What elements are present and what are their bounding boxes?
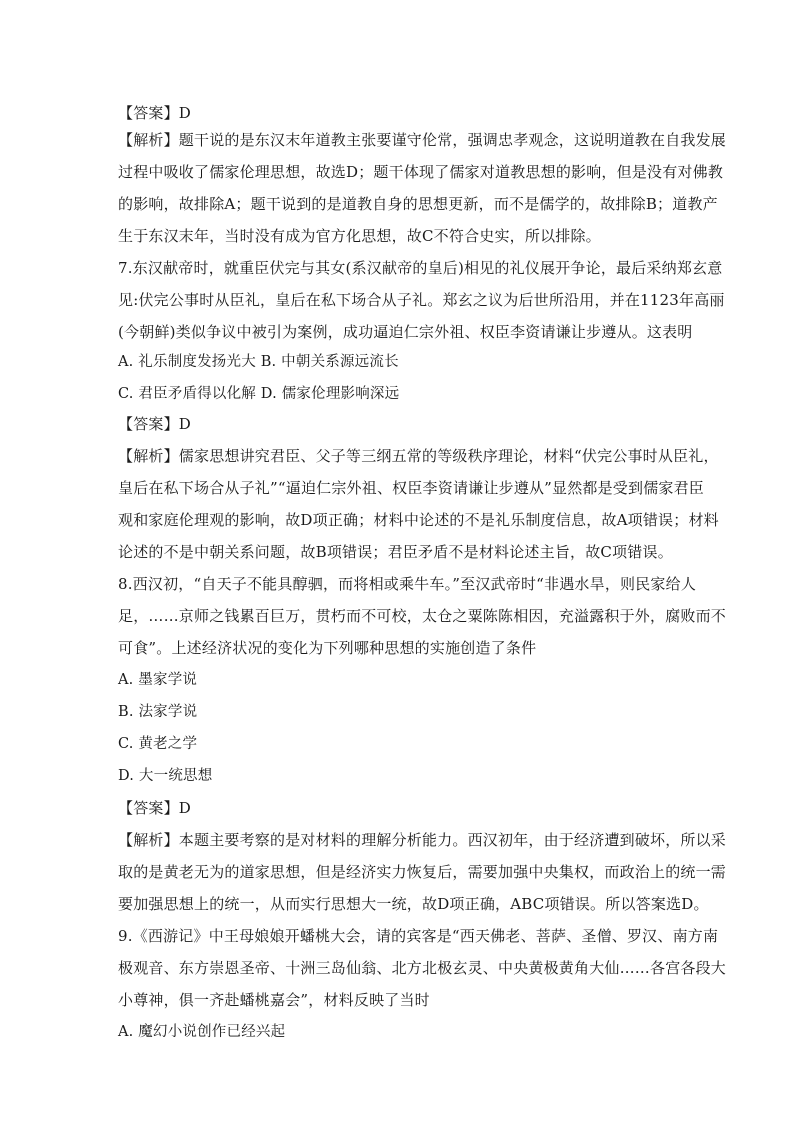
e7-line-2: 皇后在私下场合从子礼”“逼迫仁宗外祖、权臣李资请谦让步遵从”显然都是受到儒家君臣 (118, 479, 705, 497)
q7-line-1: 7.东汉献帝时，就重臣伏完与其女(系汉献帝的皇后)相见的礼仪展开争论，最后采纳郑玄意 (118, 259, 723, 277)
e6-line-1: 【解析】题干说的是东汉末年道教主张要谨守伦常，强调忠孝观念，这说明道教在自我发展 (118, 131, 727, 149)
q8-line-2: 足，……京师之钱累百巨万，贯朽而不可校，太仓之粟陈陈相因，充溢露积于外，腐败而不 (118, 607, 727, 625)
e8-line-3: 要加强思想上的统一，从而实行思想大一统，故D项正确，ABC项错误。所以答案选D。 (118, 895, 709, 913)
e7-line-4: 论述的不是中朝关系问题，故B项错误；君臣矛盾不是材料论述主旨，故C项错误。 (118, 543, 673, 561)
a6-line-1: 【答案】D (118, 104, 192, 122)
e6-line-2: 过程中吸收了儒家伦理思想，故选D；题干体现了儒家对道教思想的影响，但是没有对佛教 (118, 163, 724, 181)
q9-line-2: 极观音、东方崇恩圣帝、十洲三岛仙翁、北方北极玄灵、中央黄极黄角大仙……各宫各段大 (118, 959, 727, 977)
a8-line-1: 【答案】D (118, 799, 192, 817)
q8A-line-1: A. 墨家学说 (118, 672, 198, 688)
q8-line-1: 8.西汉初，“自天子不能具醇驷，而将相或乘牛车。”至汉武帝时“非遇水旱，则民家给人 (118, 575, 697, 593)
q7opt1-line-1: A. 礼乐制度发扬光大 B. 中朝关系源远流长 (118, 354, 399, 370)
e7-line-3: 观和家庭伦理观的影响，故D项正确；材料中论述的不是礼乐制度信息，故A项错误；材料 (118, 511, 719, 529)
q8C-line-1: C. 黄老之学 (118, 736, 198, 752)
e6-line-3: 的影响，故排除A；题干说到的是道教自身的思想更新，而不是儒学的，故排除B；道教产 (118, 195, 718, 213)
q7-line-3: (今朝鲜)类似争议中被引为案例，成功逼迫仁宗外祖、权臣李资请谦让步遵从。这表明 (118, 323, 693, 341)
q7-line-2: 见:伏完公事时从臣礼，皇后在私下场合从子礼。郑玄之议为后世所沿用，并在1123年高丽 (118, 291, 725, 309)
e8-line-1: 【解析】本题主要考察的是对材料的理解分析能力。西汉初年，由于经济遭到破坏，所以采 (118, 831, 727, 849)
e6-line-4: 生于东汉末年，当时没有成为官方化思想，故C不符合史实，所以排除。 (118, 227, 601, 245)
e7-line-1: 【解析】儒家思想讲究君臣、父子等三纲五常的等级秩序理论，材料“伏完公事时从臣礼， (118, 447, 719, 465)
q9A-line-1: A. 魔幻小说创作已经兴起 (118, 1024, 286, 1040)
q8D-line-1: D. 大一统思想 (118, 768, 213, 784)
e8-line-2: 取的是黄老无为的道家思想，但是经济实力恢复后，需要加强中央集权，而政治上的统一需 (118, 863, 727, 881)
a7-line-1: 【答案】D (118, 415, 192, 433)
q9-line-1: 9.《西游记》中王母娘娘开蟠桃大会，请的宾客是“西天佛老、菩萨、圣僧、罗汉、南方南 (118, 927, 719, 945)
q8B-line-1: B. 法家学说 (118, 704, 198, 720)
q9-line-3: 小尊神，俱一齐赴蟠桃嘉会”，材料反映了当时 (118, 991, 430, 1009)
q7opt2-line-1: C. 君臣矛盾得以化解 D. 儒家伦理影响深远 (118, 386, 400, 402)
q8-line-3: 可食”。上述经济状况的变化为下列哪种思想的实施创造了条件 (118, 639, 537, 657)
